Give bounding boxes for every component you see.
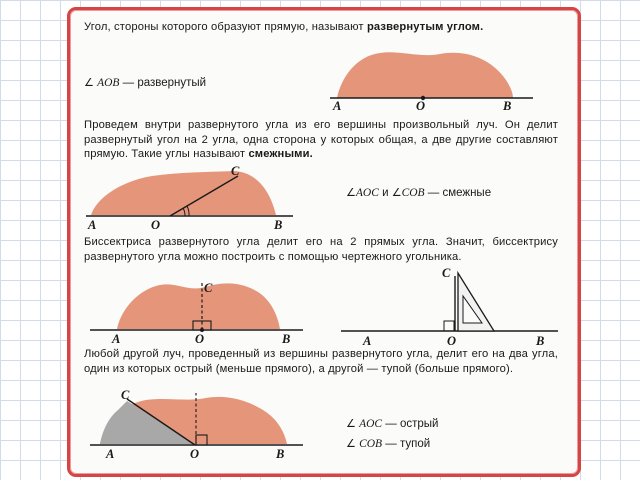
figure1-letter-o: O xyxy=(416,99,426,113)
figure2-letter-o: O xyxy=(151,218,161,232)
figure4-letter-o: O xyxy=(447,334,457,348)
caption-acute: ∠ AOC — острый xyxy=(346,418,439,430)
figure1-letter-a: A xyxy=(333,99,342,113)
caption-adjacent: ∠AOC и ∠COB — смежные xyxy=(346,187,492,199)
figure5-letter-c: C xyxy=(121,388,130,402)
figure5-letter-a: A xyxy=(106,447,115,461)
bisector-text: Биссектриса развернутого угла делит его на 2 прямых угла. Значит, биссектрису развернутого угла можно построить с помощью чертежного угольника. xyxy=(84,236,558,263)
figure3-letter-o: O xyxy=(195,332,205,346)
figure3-letter-a: A xyxy=(112,332,121,346)
figure4-letter-a: A xyxy=(363,334,372,348)
figure2-letter-b: B xyxy=(274,218,283,232)
figure4-letter-b: B xyxy=(536,334,545,348)
term-adjacent: смежными. xyxy=(248,148,313,161)
term-straight-angle: развернутым углом. xyxy=(366,21,484,33)
figure2-letter-c: C xyxy=(231,164,240,178)
caption-obtuse: ∠ COB — тупой xyxy=(346,438,431,450)
adjacent-text: Проведем внутри развернутого угла из его вершины произвольный луч. Он делит развернутый угол на 2 угла, одна сторона у которых общая, а две другие составляют прямую. Такие углы называют смежными. xyxy=(84,119,558,161)
figure4-letter-c: C xyxy=(442,266,451,280)
figure3-letter-c: C xyxy=(204,281,213,295)
figure1-letter-b: B xyxy=(503,99,512,113)
figure2-letter-a: A xyxy=(88,218,97,232)
figure5-letter-o: O xyxy=(190,447,200,461)
figure5-letter-b: B xyxy=(276,447,285,461)
other-ray-text: Любой другой луч, проведенный из вершины развернутого угла, делит его на два угла, один из которых острый (меньше прямого), а другой — тупой (больше прямого). xyxy=(84,348,558,375)
figure3-letter-b: B xyxy=(282,332,291,346)
caption-aob: ∠ AOB — развернутый xyxy=(84,77,207,89)
intro-text: Угол, стороны которого образуют прямую, называют развернутым углом. xyxy=(84,21,484,33)
